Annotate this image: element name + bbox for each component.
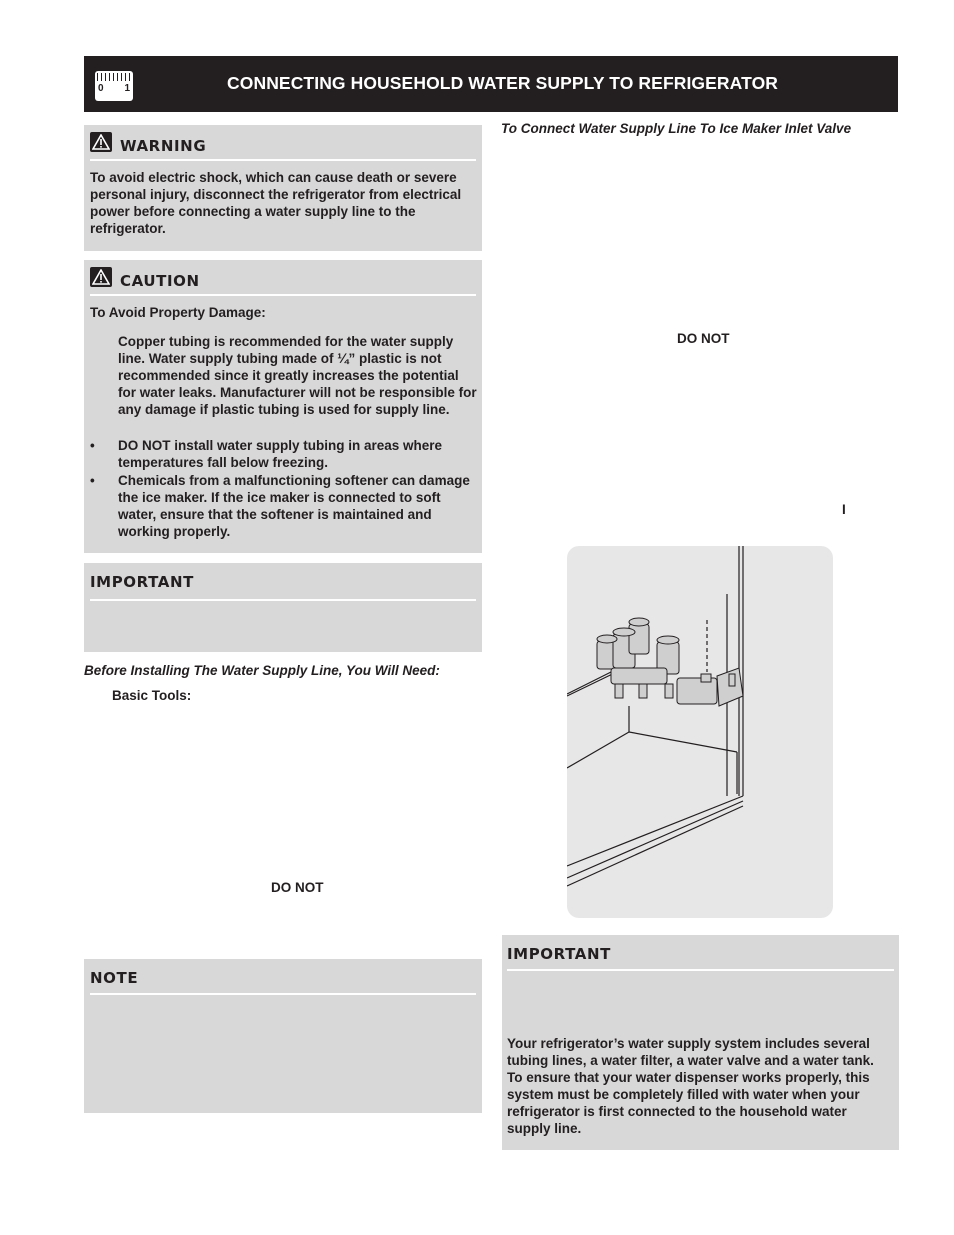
basic-tools-label: Basic Tools: xyxy=(112,688,192,703)
note-box xyxy=(84,959,482,1113)
alert-triangle-icon xyxy=(90,132,112,152)
ruler-number-right: 1 xyxy=(124,83,130,94)
important-heading xyxy=(507,943,894,971)
warning-box xyxy=(84,125,482,251)
bullet-dot: • xyxy=(90,473,95,488)
caution-heading xyxy=(90,268,476,296)
warning-heading xyxy=(90,133,476,161)
stray-letter: I xyxy=(842,502,846,517)
do-not-text-right: DO NOT xyxy=(677,331,730,346)
alert-triangle-icon xyxy=(90,267,112,287)
important-label: IMPORTANT xyxy=(90,573,194,591)
caution-label: CAUTION xyxy=(120,272,200,290)
page-header xyxy=(84,56,898,112)
ruler-number-left: 0 xyxy=(98,83,104,94)
before-install-heading: Before Installing The Water Supply Line, You Will Need: xyxy=(84,663,440,678)
important-box-bottom xyxy=(502,935,899,1150)
important-bottom-text: Your refrigerator’s water supply system includes several tubing lines, a water filter, a water valve and a water tank. To ensure that your water dispenser works properly, this system must be completely filled with water when your refrigerator is first connected to the household water supply line. xyxy=(507,1036,874,1136)
warning-label: WARNING xyxy=(120,137,207,155)
bullet-dot: • xyxy=(90,438,95,453)
ruler-icon xyxy=(95,71,133,101)
connect-section-heading: To Connect Water Supply Line To Ice Maker Inlet Valve xyxy=(501,121,852,136)
note-heading xyxy=(90,967,476,995)
important-heading xyxy=(90,571,476,601)
important-box-top xyxy=(84,563,482,652)
caution-subheading: To Avoid Property Damage: xyxy=(90,305,266,320)
page-title: CONNECTING HOUSEHOLD WATER SUPPLY TO REFRIGERATOR xyxy=(227,73,779,93)
caution-bullet-text: DO NOT install water supply tubing in areas where temperatures fall below freezing. xyxy=(118,438,443,470)
do-not-text-left: DO NOT xyxy=(271,880,324,895)
caution-bullet-text: Chemicals from a malfunctioning softener can damage the ice maker. If the ice maker is connected to soft water, ensure that the softener is maintained and working properly. xyxy=(118,473,470,539)
important-label: IMPORTANT xyxy=(507,945,611,963)
ice-maker-valve-illustration xyxy=(567,546,833,918)
note-label: NOTE xyxy=(90,969,139,987)
caution-box xyxy=(84,260,482,553)
warning-text: To avoid electric shock, which can cause death or severe personal injury, disconnect the refrigerator from electrical power before connecting a water supply line to the refrigerator. xyxy=(90,170,462,236)
caution-paragraph: Copper tubing is recommended for the water supply line. Water supply tubing made of ¼” plastic is not recommended since it greatly increases the potential for water leaks. Manufacturer will not be responsible for any damage if plastic tubing is used for supply line. xyxy=(118,334,477,417)
